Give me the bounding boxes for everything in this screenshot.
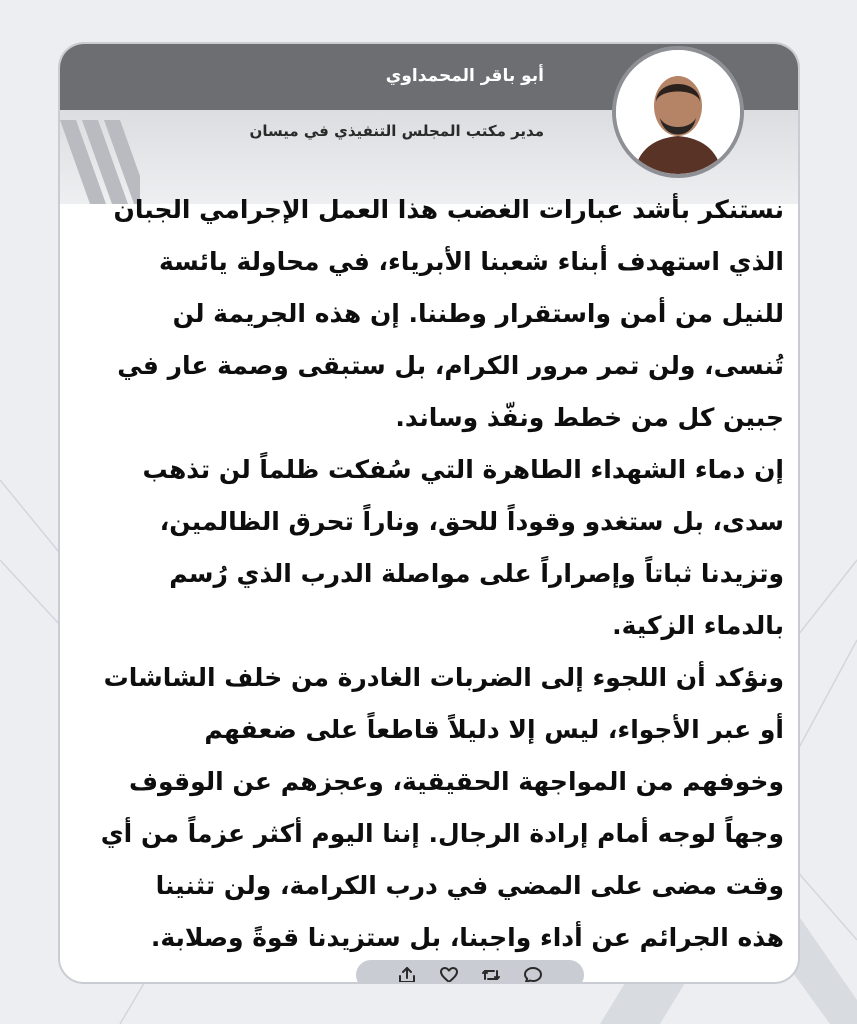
post-body: [76, 184, 784, 964]
post-line: إن دماء الشهداء الطاهرة التي سُفكت ظلماً لن تذهب: [142, 455, 784, 484]
post-line: وجهاً لوجه أمام إرادة الرجال. إننا اليوم أكثر عزماً من أي: [100, 819, 784, 848]
post-line: بالدماء الزكية.: [612, 611, 784, 640]
post-line: وقت مضى على المضي في درب الكرامة، ولن تثنينا: [155, 871, 784, 900]
post-line: ونؤكد أن اللجوء إلى الضربات الغادرة من خلف الشاشات: [103, 663, 784, 692]
post-line: وتزيدنا ثباتاً وإصراراً على مواصلة الدرب الذي رُسم: [169, 559, 784, 588]
reply-icon[interactable]: [523, 965, 543, 984]
post-header: [60, 44, 798, 204]
post-line: وخوفهم من المواجهة الحقيقية، وعجزهم عن الوقوف: [129, 767, 784, 796]
author-title: مدير مكتب المجلس التنفيذي في ميسان: [249, 122, 544, 140]
post-line: سدى، بل ستغدو وقوداً للحق، وناراً تحرق الظالمين،: [159, 507, 784, 536]
like-icon[interactable]: [439, 965, 459, 984]
repost-icon[interactable]: [481, 965, 501, 984]
avatar[interactable]: [612, 46, 744, 178]
share-icon[interactable]: [397, 965, 417, 984]
post-line: تُنسى، ولن تمر مرور الكرام، بل ستبقى وصمة عار في: [117, 351, 784, 380]
post-line: للنيل من أمن واستقرار وطننا. إن هذه الجريمة لن: [172, 299, 784, 328]
post-line: نستنكر بأشد عبارات الغضب هذا العمل الإجرامي الجبان: [113, 195, 784, 224]
person-icon: [616, 50, 740, 174]
author-name[interactable]: أبو باقر المحمداوي: [385, 66, 544, 86]
post-line: جبين كل من خطط ونفّذ وساند.: [395, 403, 784, 432]
action-bar: [356, 960, 584, 984]
post-card: [58, 42, 800, 984]
post-line: الذي استهدف أبناء شعبنا الأبرياء، في محاولة يائسة: [159, 247, 784, 276]
post-line: هذه الجرائم عن أداء واجبنا، بل ستزيدنا قوةً وصلابة.: [150, 923, 784, 952]
post-line: أو عبر الأجواء، ليس إلا دليلاً قاطعاً على ضعفهم: [204, 715, 784, 744]
